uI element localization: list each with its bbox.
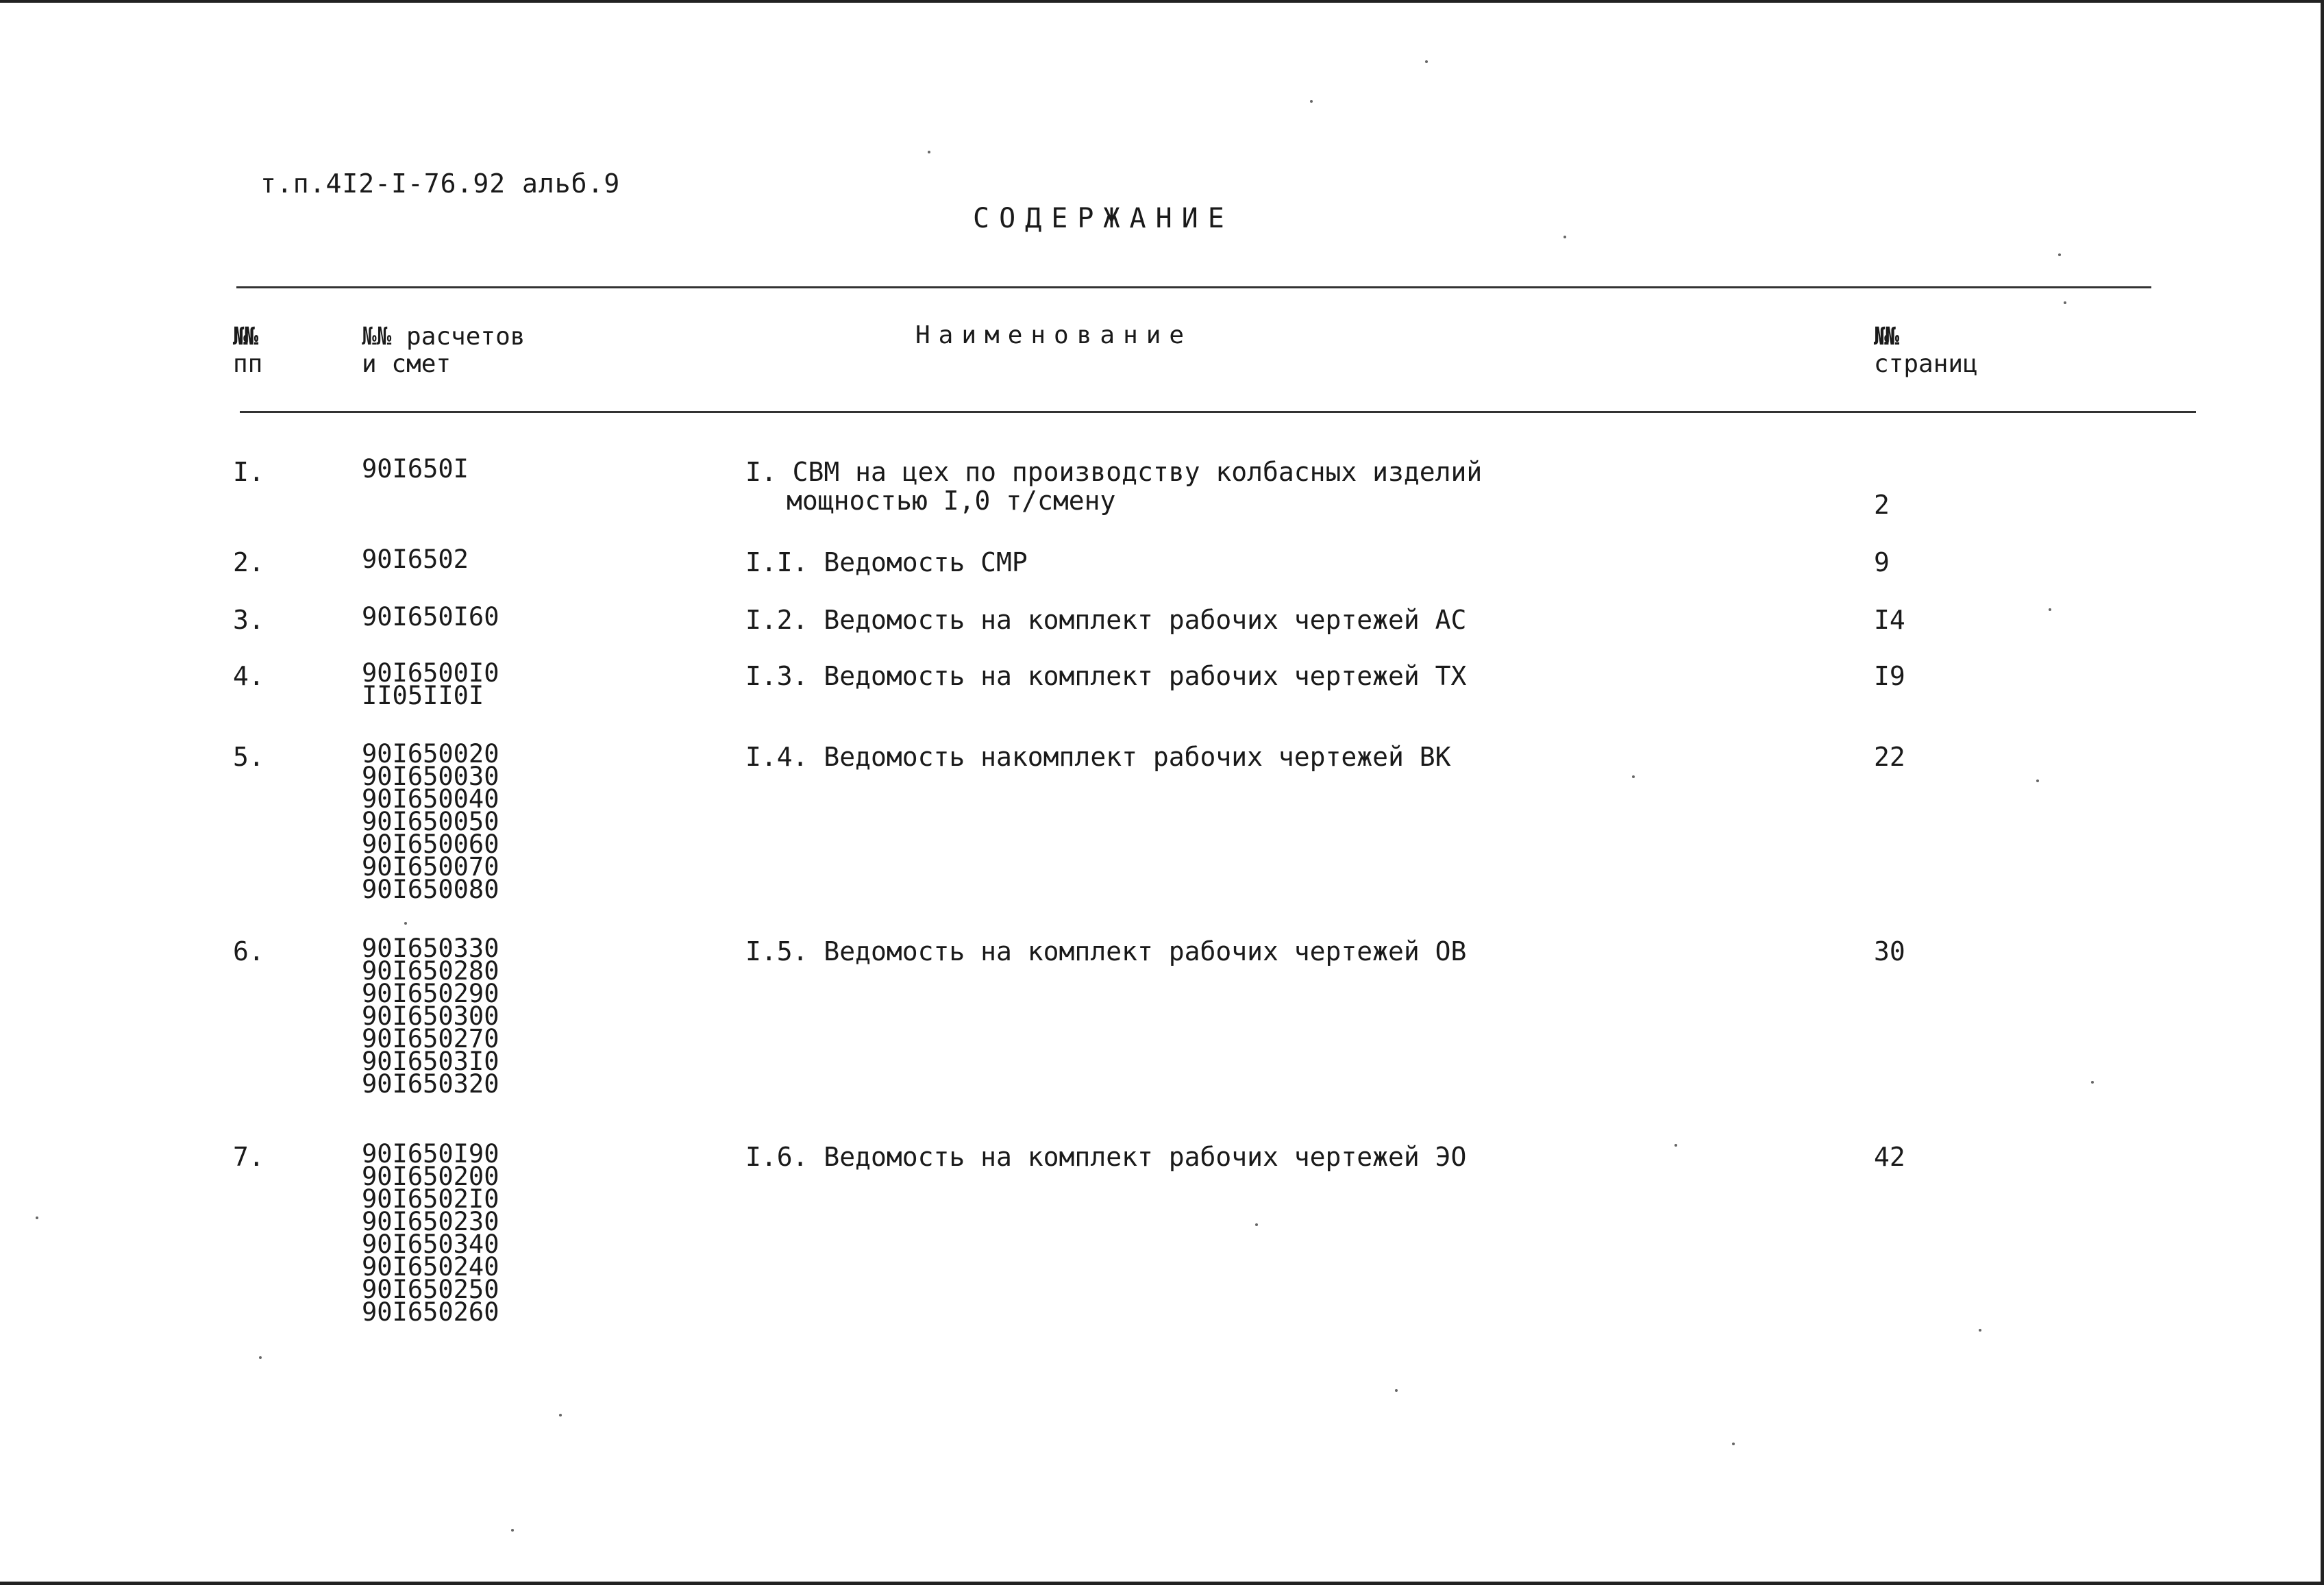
row-name [745,662,1499,690]
scan-speck [1979,1329,1981,1332]
row-page: I9 [1874,661,1905,691]
page-border-right [2321,0,2324,1585]
scan-speck [2064,301,2066,304]
row-page: 2 [1874,490,1890,520]
row-name-line: I.2. Ведомость на комплект рабочих чертежей АС [745,605,1467,635]
scan-speck [1563,236,1566,238]
row-page: 30 [1874,936,1905,966]
scan-speck [511,1529,514,1532]
header-number-line2: пп [233,350,263,378]
row-codes [362,454,469,484]
row-code: 90I650320 [362,1069,499,1099]
scan-speck [1310,100,1313,103]
row-name-line: I.5. Ведомость на комплект рабочих чертежей ОВ [745,936,1467,966]
row-code: 90I650250 [362,1275,499,1304]
header-calculations-line1: №№ расчетов [362,323,526,351]
row-code: 90I650040 [362,784,499,814]
scan-speck [1674,1144,1677,1147]
row-code: 90I650270 [362,1024,499,1053]
row-code: 90I650230 [362,1207,499,1236]
page-border-bottom [0,1582,2324,1585]
scan-speck [2058,253,2061,256]
row-name [745,458,1499,515]
row-codes [362,934,499,1099]
row-code: 90I650050 [362,807,499,836]
row-code: 90I650020 [362,739,499,769]
scan-speck [259,1356,262,1359]
row-code: 90I6502 [362,545,469,574]
row-name [745,1143,1499,1171]
row-code: 90I650260 [362,1297,499,1327]
row-number: 4. [233,661,264,691]
page-border-top [0,0,2324,3]
row-page: 22 [1874,742,1905,772]
row-page: 42 [1874,1142,1905,1172]
row-number: I. [233,457,264,487]
scan-speck [1732,1443,1735,1445]
row-code: 90I650340 [362,1230,499,1259]
row-number: 6. [233,936,264,966]
scan-speck [1425,60,1428,63]
row-code: 90I650240 [362,1252,499,1282]
row-number: 7. [233,1142,264,1172]
row-code: 90I650280 [362,956,499,986]
row-code: 90I650I90 [362,1139,499,1169]
row-codes [362,1139,499,1327]
document-title: СОДЕРЖАНИЕ [973,203,1234,234]
row-name [745,742,1499,771]
table-top-rule [236,286,2151,288]
row-code: 90I6502I0 [362,1184,499,1214]
row-code: 90I650I [362,454,469,484]
row-code: 90I650330 [362,934,499,963]
row-name [745,937,1499,966]
header-pages [1874,323,1978,378]
row-name [745,548,1499,577]
row-name-line: I.6. Ведомость на комплект рабочих чертежей ЭО [745,1142,1467,1172]
scan-speck [559,1414,562,1416]
row-codes [362,658,499,710]
row-number: 2. [233,547,264,577]
row-code: 90I6503I0 [362,1047,499,1076]
row-code: 90I650060 [362,829,499,859]
row-page: 9 [1874,547,1890,577]
document-code: т.п.4I2-I-76.92 альб.9 [260,169,621,199]
scan-speck [404,922,407,925]
row-name-line: мощностью I,0 т/смену [787,486,1116,516]
row-code: 90I650200 [362,1162,499,1191]
header-number [233,323,262,378]
row-codes [362,739,499,904]
row-code: 90I650080 [362,875,499,904]
header-name: Наименование [915,321,1193,349]
scan-speck [36,1216,38,1219]
scan-speck [1632,775,1635,778]
scan-speck [928,151,930,153]
row-name-line: I. СВМ на цех по производству колбасных изделий [745,457,1483,487]
table-header-rule [240,411,2196,413]
row-number: 5. [233,742,264,772]
row-code: 90I650070 [362,852,499,882]
row-page: I4 [1874,605,1905,635]
row-code: 90I650300 [362,1001,499,1031]
row-code: 90I650030 [362,762,499,791]
row-code: II05II0I [362,681,484,710]
row-codes [362,602,499,632]
header-number-line1: №№ [233,323,255,351]
header-pages-line1: №№ [1874,323,1896,351]
row-code: 90I650290 [362,979,499,1008]
scan-speck [2091,1081,2094,1084]
row-name [745,606,1499,634]
row-number: 3. [233,605,264,635]
scan-speck [1255,1223,1258,1226]
row-name-line: I.4. Ведомость накомплект рабочих чертежей ВК [745,742,1451,772]
row-name-line: I.I. Ведомость СМР [745,547,1028,577]
scan-speck [2049,608,2051,611]
scan-speck [2036,779,2039,782]
row-code: 90I6500I0 [362,658,499,688]
row-name-line: I.3. Ведомость на комплект рабочих чертежей ТХ [745,661,1467,691]
row-codes [362,545,469,574]
row-code: 90I650I60 [362,602,499,632]
header-pages-line2: страниц [1874,350,1978,378]
header-calculations [362,323,525,378]
scan-speck [1395,1389,1398,1392]
header-calculations-line2: и смет [362,350,452,378]
